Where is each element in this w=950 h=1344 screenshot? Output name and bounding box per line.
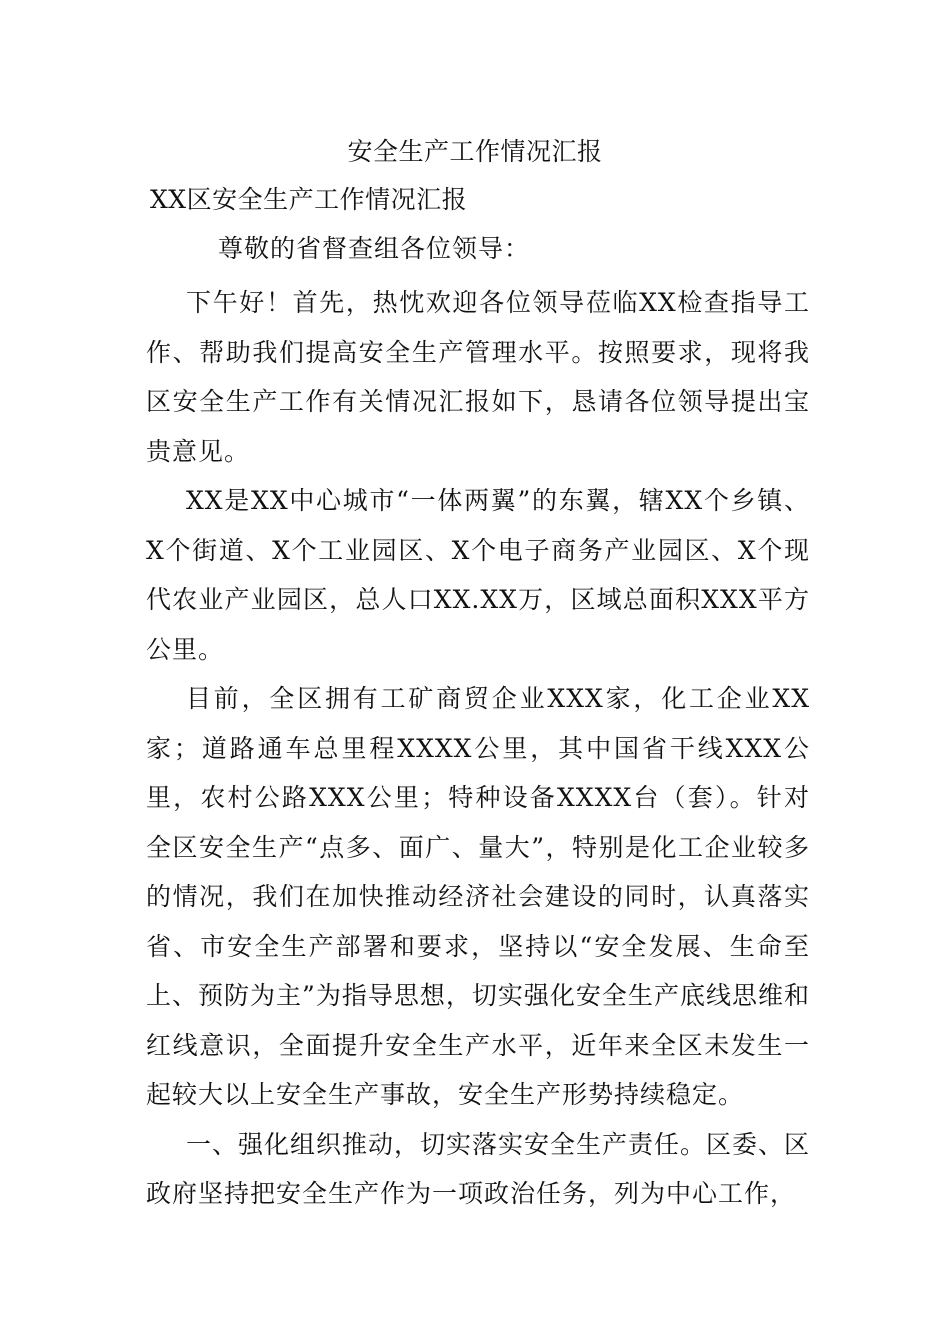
paragraph-overview: XX是XX中心城市“一体两翼”的东翼，辖XX个乡镇、X个街道、X个工业园区、X个电子商务产业园区、X个现代农业产业园区，总人口XX.XX万，区域总面积XXX平方公里。: [146, 486, 810, 664]
document-subtitle: XX区安全生产工作情况汇报: [150, 185, 468, 214]
document-title: 安全生产工作情况汇报: [347, 137, 603, 166]
paragraph-greeting: 下午好！首先，热忱欢迎各位领导莅临XX检查指导工作、帮助我们提高安全生产管理水平。按照要求，现将我区安全生产工作有关情况汇报如下，恳请各位领导提出宝贵意见。: [146, 288, 810, 466]
salutation: 尊敬的省督查组各位领导：: [218, 234, 531, 263]
paragraph-section-one: 一、强化组织推动，切实落实安全生产责任。区委、区政府坚持把安全生产作为一项政治任务，列为中心工作，: [146, 1129, 811, 1208]
document-body: [146, 278, 810, 1219]
paragraph-status: 目前，全区拥有工矿商贸企业XXX家，化工企业XX家；道路通车总里程XXXX公里，其中国省干线XXX公里，农村公路XXX公里；特种设备XXXX台（套）。针对全区安全生产“点多、面广、量大”，特别是化工企业较多的情况，我们在加快推动经济社会建设的同时，认真落实省、市安全生产部署和要求，坚持以“安全发展、生命至上、预防为主”为指导思想，切实强化安全生产底线思维和红线意识，全面提升安全生产水平，近年来全区未发生一起较大以上安全生产事故，安全生产形势持续稳定。: [146, 684, 810, 1109]
